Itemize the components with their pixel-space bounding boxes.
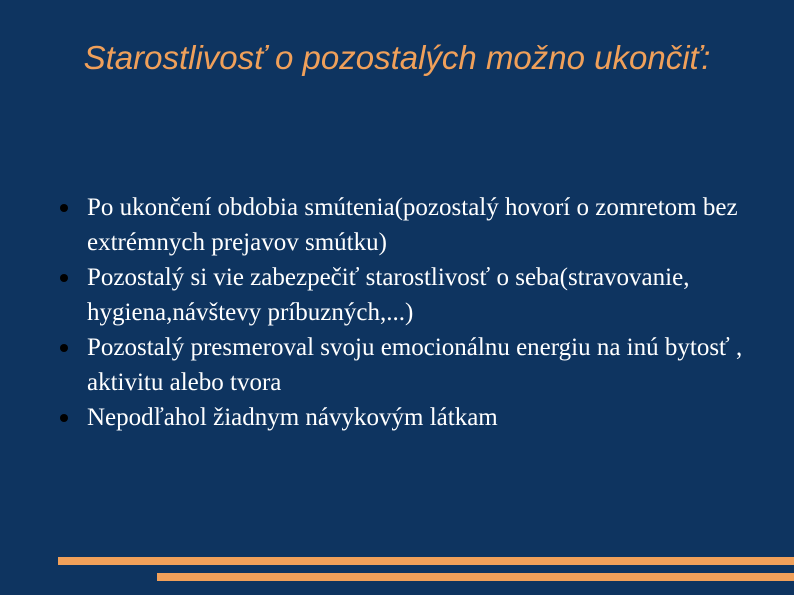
bullet-text: Pozostalý si vie zabezpečiť starostlivosť o seba(stravovanie, hygiena,návštevy príbuzných,...)	[87, 264, 690, 326]
bullet-text: Pozostalý presmeroval svoju emocionálnu energiu na inú bytosť , aktivitu alebo tvora	[87, 334, 743, 396]
bullet-dot-icon	[60, 414, 68, 422]
bullet-text: Nepodľahol žiadnym návykovým látkam	[87, 404, 498, 431]
bullet-dot-icon	[60, 204, 68, 212]
bullet-dot-icon	[60, 344, 68, 352]
bullet-list	[58, 190, 758, 435]
bullet-item	[58, 330, 758, 400]
slide-title: Starostlivosť o pozostalých možno ukončiť:	[83, 39, 711, 76]
bullet-item	[58, 400, 758, 435]
decorative-rule-bottom	[157, 573, 794, 581]
bullet-text: Po ukončení obdobia smútenia(pozostalý hovorí o zomretom bez extrémnych prejavov smútku)	[87, 194, 738, 256]
bullet-item	[58, 260, 758, 330]
bullet-item	[58, 190, 758, 260]
decorative-rule-top	[58, 557, 794, 565]
bullet-dot-icon	[60, 274, 68, 282]
